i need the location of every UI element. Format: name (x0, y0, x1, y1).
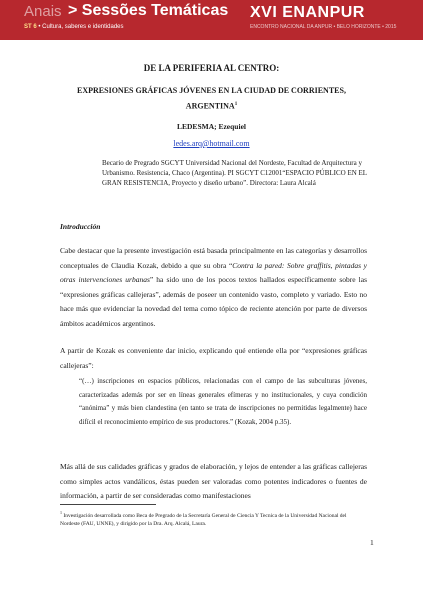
subtitle-line-1: EXPRESIONES GRÁFICAS JÓVENES EN LA CIUDAD DE CORRIENTES, (77, 86, 346, 95)
block-quote: “(…) inscripciones en espacios públicos, relacionadas con el campo de las subculturas jóvenes, caracterizadas además por ser en líneas generales efímeras y no institucionales, y cuya condición “anónima” y más bien clandestina (en tanto se trata de inscripciones no permitidas legalmente) hace difícil el reconocimiento empírico de sus productores.” (Kozak, 2004 p.35). (79, 377, 367, 426)
author-name: LEDESMA; Ezequiel (177, 122, 246, 131)
paragraph-1-text-a: Cabe destacar que la presente investigación está basada principalmente en las categorías y desarrollos conceptuales de Claudia Kozak, debido a que su obra “ (60, 246, 367, 270)
session-label: • Cultura, saberes e identidades (36, 24, 124, 30)
footnote-divider (60, 504, 156, 505)
paper-title: DE LA PERIFERIA AL CENTRO: (143, 63, 280, 73)
banner-title: > Sessões Temáticas (68, 2, 229, 19)
event-banner (0, 0, 423, 40)
event-logo: XVI ENANPUR (250, 4, 365, 21)
subtitle-line-2: ARGENTINA (185, 101, 235, 111)
footnote-marker: 1 (234, 102, 238, 107)
paragraph-3: Más allá de sus calidades gráficas y grados de elaboración, y lejos de entender a las gráficas callejeras como simples actos vandálicos, éstas pueden ser valoradas como potentes indicadores o fuentes de información, a partir de ser consideradas como manifestaciones (60, 462, 367, 500)
author-affiliation: Becario de Pregrado SGCYT Universidad Nacional del Nordeste, Facultad de Arquitectura y Urbanismo. Resistencia, Chaco (Argentina). PI SGCYT C12001“ESPACIO PÚBLICO EN EL GRAN RESISTENCIA, Proyecto y diseño urbano”. Directora: Laura Alcalá (102, 159, 367, 187)
paragraph-1-text-b: ” ha sido uno de los pocos textos hallados específicamente sobre las “expresiones gráficas callejeras”, además de poseer un contenido vasto, completo y variado. Esto no hace más que evidenciar la novedad del tema como tópico de reciente atención por parte de diversos ámbitos académicos argentinos. (60, 275, 367, 328)
paragraph-1 (60, 244, 367, 331)
section-heading: Introducción (60, 222, 101, 231)
paragraph-2: A partir de Kozak es conveniente dar inicio, explicando qué entiende ella por “expresiones gráficas callejeras”: (60, 346, 367, 370)
banner-anais-label: Anais (24, 3, 62, 20)
event-subtitle: ENCONTRO NACIONAL DA ANPUR • BELO HORIZONTE • 2015 (250, 24, 397, 30)
book-title: Contra la pared: Sobre graffitis, pintadas y otras intervenciones urbanas (60, 260, 367, 284)
banner-session-track (24, 24, 124, 30)
session-code: ST 6 (24, 24, 37, 30)
footnote-number: 1 (60, 510, 62, 515)
footnote (60, 509, 367, 528)
author-email-link[interactable]: ledes.arq@hotmail.com (173, 139, 250, 148)
paper-subtitle (0, 84, 423, 114)
page-number: 1 (370, 538, 374, 547)
footnote-text: Investigación desarrollada como Beca de Pregrado de la Secretaría General de Ciencia Y Tecnica de la Universidad Nacional del Nordeste (FAU, UNNE), y dirigido por la Dra. Arq. Alcalá, Laura. (60, 512, 347, 527)
